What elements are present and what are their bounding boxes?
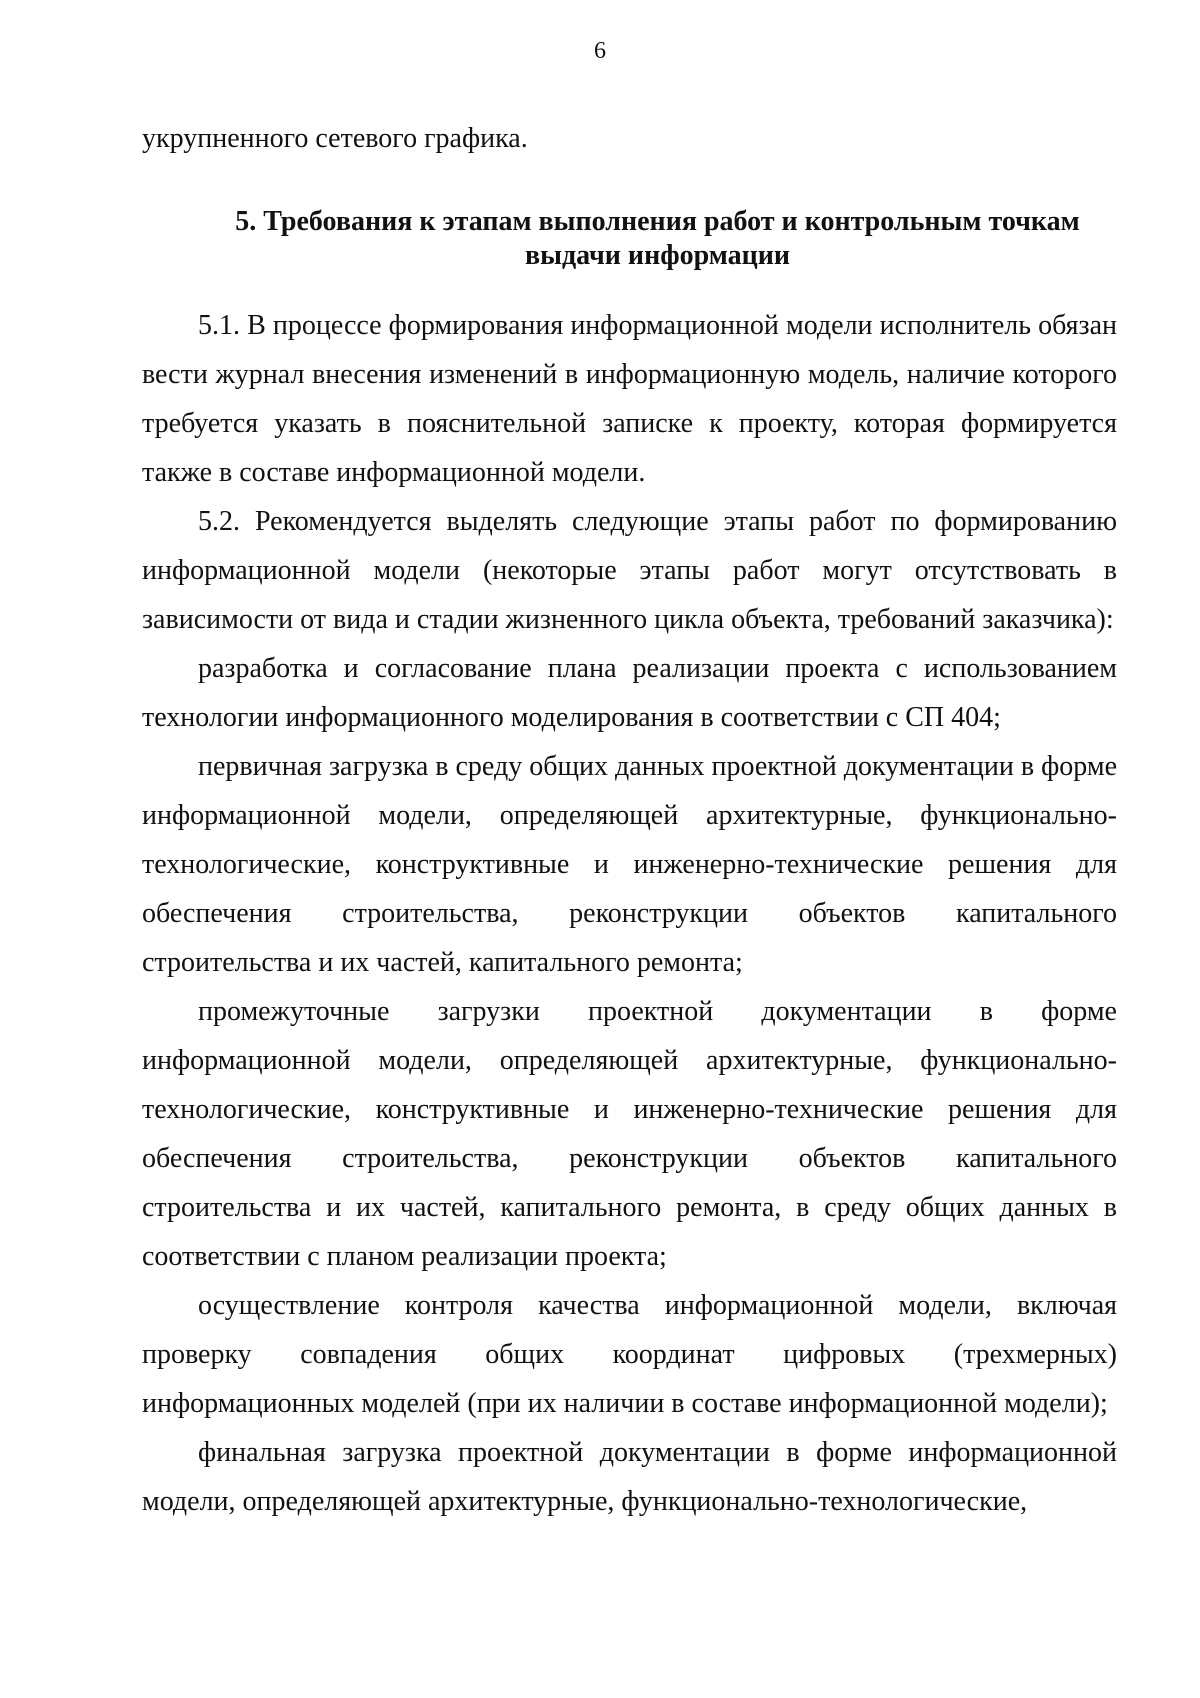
paragraph-5-2: 5.2. Рекомендуется выделять следующие этапы работ по формированию информационной модели (некоторые этапы работ могут отсутствовать в зависимости от вида и стадии жизненного цикла объекта, требований заказчика): [142, 506, 1117, 635]
list-item-initial-upload: первичная загрузка в среду общих данных проектной документации в форме информационной модели, определяющей архитектурные, функционально-технологические, конструктивные и инженерно-технические решения для обеспечения строительства, реконструкции объектов капитального строительства и их частей, капитального ремонта; [142, 751, 1117, 978]
section-heading [142, 205, 1117, 273]
list-item-quality-control: осуществление контроля качества информационной модели, включая проверку совпадения общих координат цифровых (трехмерных) информационных моделей (при их наличии в составе информационной модели); [142, 1290, 1117, 1419]
list-item-intermediate-uploads: промежуточные загрузки проектной документации в форме информационной модели, определяющей архитектурные, функционально-технологические, конструктивные и инженерно-технические решения для обеспечения строительства, реконструкции объектов капитального строительства и их частей, капитального ремонта, в среду общих данных в соответствии с планом реализации проекта; [142, 996, 1117, 1272]
list-item-final-upload: финальная загрузка проектной документации в форме информационной модели, определяющей архитектурные, функционально-технологические, [142, 1437, 1117, 1517]
page-number: 6 [594, 38, 606, 64]
section-heading-line-2: выдачи информации [524, 240, 790, 271]
paragraph-5-1: 5.1. В процессе формирования информационной модели исполнитель обязан вести журнал внесения изменений в информационную модель, наличие которого требуется указать в пояснительной записке к проекту, которая формируется также в составе информационной модели. [142, 310, 1117, 488]
continuation-text: укрупненного сетевого графика. [142, 123, 528, 154]
section-heading-line-1: 5. Требования к этапам выполнения работ и контрольным точкам [235, 206, 1080, 237]
list-item-plan-development: разработка и согласование плана реализации проекта с использованием технологии информационного моделирования в соответствии с СП 404; [142, 653, 1117, 733]
page-body [142, 114, 1117, 1526]
